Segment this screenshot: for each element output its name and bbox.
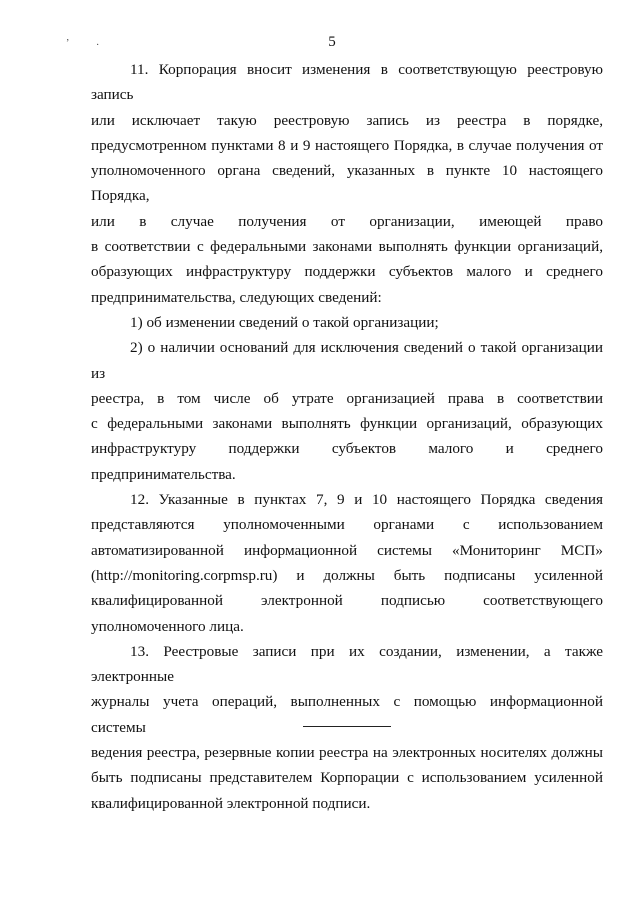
list-item-2-line-3: с федеральными законами выполнять функции организаций, образующих xyxy=(91,415,603,433)
list-item-2-line-4: инфраструктуру поддержки субъектов малого и среднего предпринимательства. xyxy=(91,440,603,483)
paragraph-12-line-6: уполномоченного лица. xyxy=(91,617,244,635)
paragraph-12-line-5: квалифицированной электронной подписью соответствующего xyxy=(91,592,603,610)
paragraph-11-line-4: уполномоченного органа сведений, указанных в пункте 10 настоящего Порядка, xyxy=(91,162,603,205)
paragraph-12-line-4: (http://monitoring.corpmsp.ru) и должны быть подписаны усиленной xyxy=(91,566,603,584)
paragraph-13-line-5: квалифицированной электронной подписи. xyxy=(91,794,371,812)
paragraph-11-line-5: или в случае получения от организации, имеющей право xyxy=(91,212,603,230)
list-item-2-line-2: реестра, в том числе об утрате организацией права в соответствии xyxy=(91,389,603,407)
paragraph-11-line-1: 11. Корпорация вносит изменения в соответствующую реестровую запись xyxy=(91,61,603,104)
paragraph-12-line-2: представляются уполномоченными органами с использованием xyxy=(91,516,603,534)
paragraph-13-line-3: ведения реестра, резервные копии реестра на электронных носителях должны xyxy=(91,744,603,762)
paragraph-11-line-3: предусмотренном пунктами 8 и 9 настоящего Порядка, в случае получения от xyxy=(91,136,603,154)
paragraph-13-line-1: 13. Реестровые записи при их создании, изменении, а также электронные xyxy=(91,642,603,686)
document-body xyxy=(91,57,603,816)
paragraph-11-line-8: предпринимательства, следующих сведений: xyxy=(91,288,382,306)
scan-artifact: ʼ xyxy=(66,38,70,49)
scan-artifact: · xyxy=(96,40,100,51)
paragraph-11-line-6: в соответствии с федеральными законами выполнять функции организаций, xyxy=(91,238,603,256)
list-item-2-line-1: 2) о наличии оснований для исключения сведений о такой организации из xyxy=(91,339,603,382)
paragraph-13-line-4: быть подписаны представителем Корпорации с использованием усиленной xyxy=(91,769,603,787)
end-of-document-rule xyxy=(303,726,391,727)
paragraph-12-line-3: автоматизированной информационной системы «Мониторинг МСП» xyxy=(91,541,603,559)
paragraph-11-line-2: или исключает такую реестровую запись из реестра в порядке, xyxy=(91,111,603,129)
list-item-1: 1) об изменении сведений о такой организации; xyxy=(130,313,439,331)
paragraph-13-line-2: журналы учета операций, выполненных с помощью информационной системы xyxy=(91,693,603,736)
paragraph-11-line-7: образующих инфраструктуру поддержки субъектов малого и среднего xyxy=(91,263,603,281)
paragraph-12-line-1: 12. Указанные в пунктах 7, 9 и 10 настоящего Порядка сведения xyxy=(130,491,603,509)
page-number: 5 xyxy=(328,34,336,50)
